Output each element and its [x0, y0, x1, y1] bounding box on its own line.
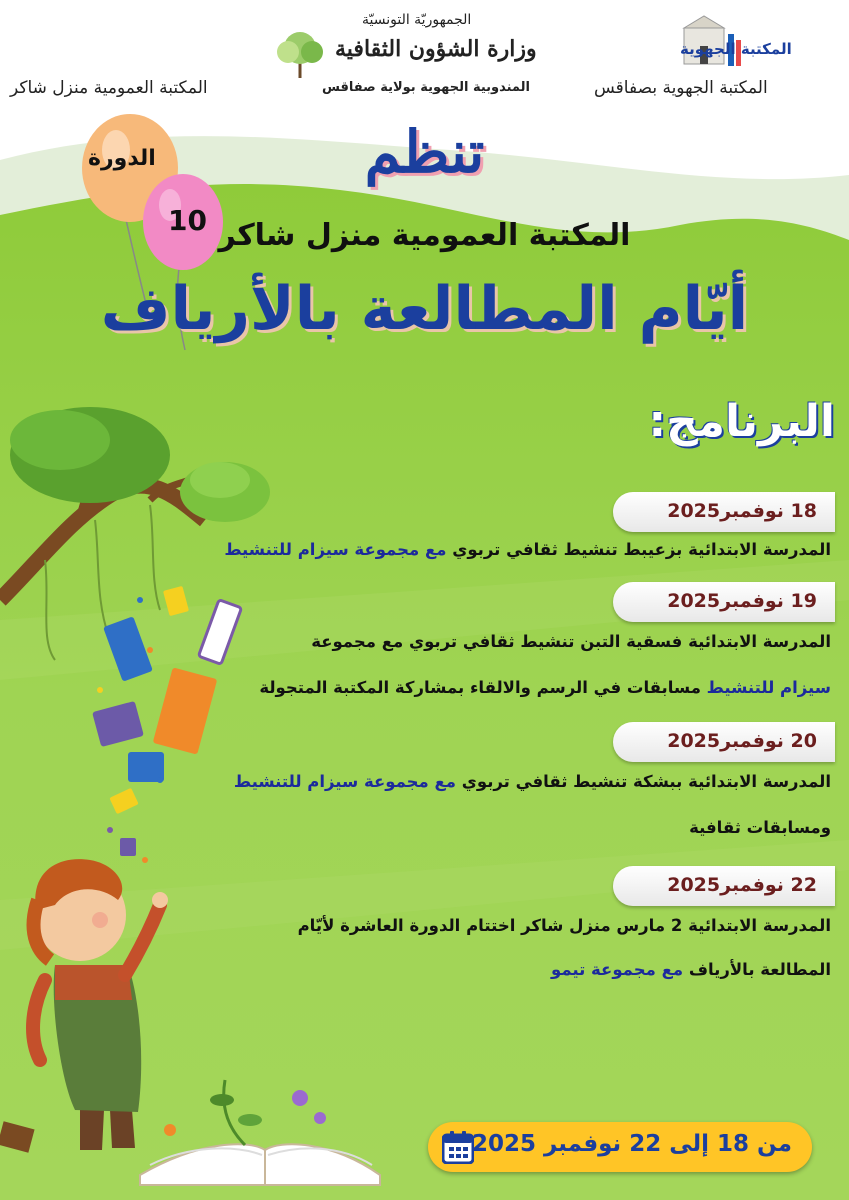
- date-range-bar: [428, 1122, 812, 1172]
- date-tab: [613, 722, 835, 762]
- program-line: [311, 632, 831, 651]
- calendar-icon: [442, 1130, 474, 1164]
- organize-title: تنظم: [364, 118, 485, 186]
- program-line: [551, 960, 831, 979]
- date-tab: [613, 582, 835, 622]
- date-tab: [613, 866, 835, 906]
- program-heading: البرنامج:: [648, 396, 835, 447]
- republic-text: الجمهوريّة التونسيّة: [362, 12, 472, 28]
- program-line: [234, 772, 831, 791]
- program-group-text: مع مجموعة سيزام للتنشيط: [224, 540, 447, 559]
- program-text: ومسابقات ثقافية: [689, 818, 831, 837]
- date-tab: [613, 492, 835, 532]
- session-number: 10: [168, 204, 207, 237]
- date-text: 20 نوفمبر2025: [667, 730, 817, 752]
- ministry-text: وزارة الشؤون الثقافية: [335, 36, 537, 62]
- program-group-text: مع مجموعة سيزام للتنشيط: [233, 772, 457, 791]
- date-text: 18 نوفمبر2025: [667, 500, 817, 522]
- program-text: المطالعة بالأرياف: [683, 960, 831, 979]
- program-group-text: سيزام للتنشيط: [700, 678, 831, 697]
- date-range-text: من 18 إلى 22 نوفمبر 2025: [471, 1131, 792, 1157]
- program-text: المدرسة الابتدائية 2 مارس منزل شاكر اختتام الدورة العاشرة لأيّام: [297, 916, 831, 935]
- right-library-text: المكتبة الجهوية بصفاقس: [594, 78, 768, 98]
- program-text: مسابقات في الرسم والالقاء بمشاركة المكتبة المتجولة: [259, 678, 701, 697]
- program-line: [298, 916, 831, 935]
- header: [0, 0, 849, 115]
- program-text: المدرسة الابتدائية فسقية التبن تنشيط ثقافي تربوي مع مجموعة: [311, 632, 831, 651]
- delegation-text: المندوبية الجهوية بولاية صفاقس: [322, 80, 530, 95]
- program-text: المدرسة الابتدائية ببشكة تنشيط ثقافي تربوي: [456, 772, 831, 791]
- tree-logo-icon: [270, 26, 330, 80]
- session-label: الدورة: [88, 146, 156, 171]
- date-text: 22 نوفمبر2025: [667, 874, 817, 896]
- program-line: [259, 678, 831, 697]
- program-line: [689, 818, 831, 837]
- program-text: المدرسة الابتدائية بزعيبط تنشيط ثقافي تربوي: [446, 540, 831, 559]
- program-group-text: مع مجموعة تيمو: [550, 960, 684, 979]
- program-line: [224, 540, 831, 559]
- event-title: أيّام المطالعة بالأرياف: [100, 274, 749, 344]
- regional-library-logo-text: المكتبة الجهوية: [680, 40, 792, 58]
- library-name-title: المكتبة العمومية منزل شاكر: [218, 218, 631, 253]
- left-library-text: المكتبة العمومية منزل شاكر: [10, 78, 208, 98]
- date-text: 19 نوفمبر2025: [667, 590, 817, 612]
